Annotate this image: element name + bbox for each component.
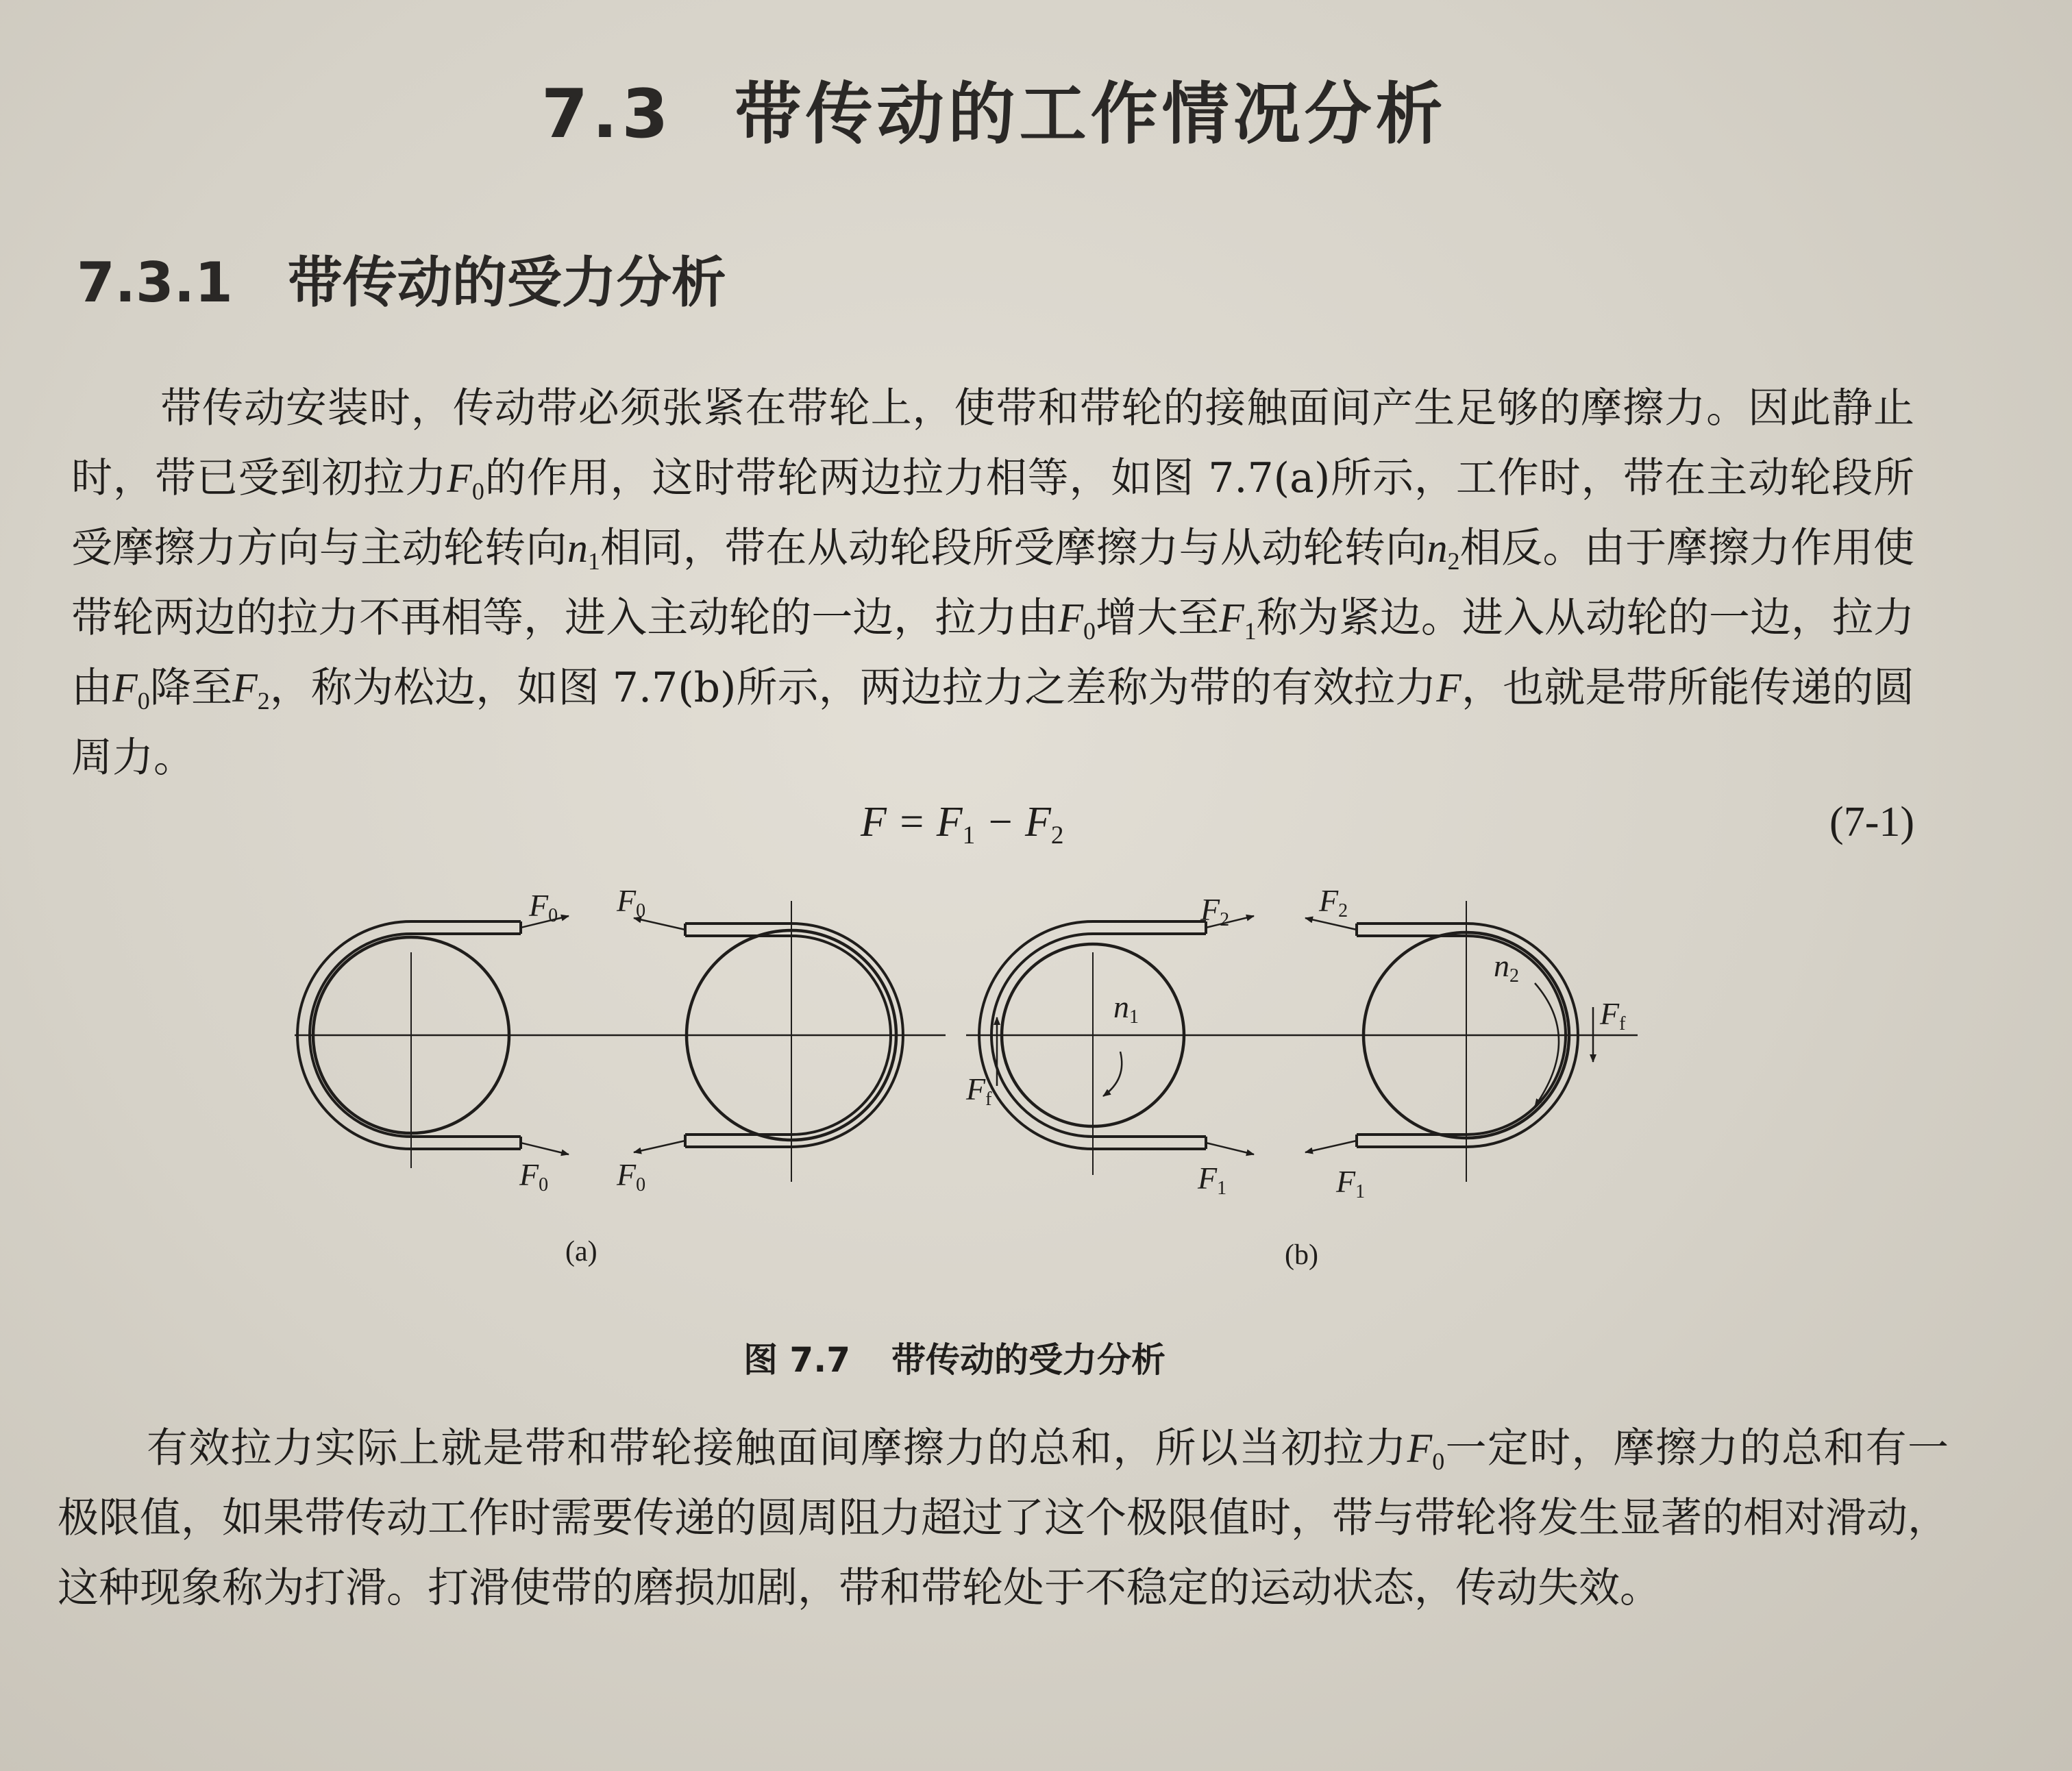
chapter-title-text: 带传动的工作情况分析 [734, 75, 1447, 153]
label-Ff-driven: Ff [1600, 996, 1626, 1035]
subfigure-label-a: (a) [565, 1236, 597, 1267]
equation-row [71, 798, 1914, 867]
section-number: 7.3.1 [77, 251, 233, 314]
label-n2: n2 [1494, 948, 1519, 987]
label-F0-a-top-left: F0 [617, 883, 646, 921]
figure-caption [743, 1333, 1166, 1382]
symbol-F0: $F_0$ [1407, 1426, 1445, 1475]
paragraph-force-analysis [71, 373, 1914, 793]
symbol-F0: $F_0$ [112, 665, 150, 715]
belt-force-diagram [260, 880, 1672, 1278]
p2-text-1: 有效拉力实际上就是带和带轮接触面间摩擦力的总和，所以当初拉力 [147, 1424, 1407, 1472]
symbol-F1: $F_1$ [1219, 595, 1257, 645]
figure-number: 图 7.7 [743, 1340, 850, 1380]
symbol-n2: $n_2$ [1427, 525, 1460, 575]
p1-text-1: 带传动安装时，传动带必须张紧在带轮上，使带和带轮的接触面间产生足够的摩擦力。因此静止时，带已受到初拉力 [71, 384, 1914, 502]
label-Ff-driving: Ff [966, 1072, 992, 1110]
equation-formula: $F = F_1 - F_2$ [861, 799, 1064, 850]
chapter-title [541, 60, 1447, 157]
rotation-arrow-n1 [1103, 1052, 1122, 1096]
p2-text-2: 一定时，摩擦力的总和有一极限值，如果带传动工作时需要传递的圆周阻力超过了这个极限值时，带与带轮将发生显著的相对滑动，这种现象称为打滑。打滑使带的磨损加剧，带和带轮处于不稳定的运动状态，传动失效。 [58, 1424, 1949, 1612]
symbol-F0: $F_0$ [1058, 595, 1096, 645]
label-F0-a-bottom-right: F0 [519, 1157, 549, 1196]
label-F0-a-bottom-left: F0 [617, 1157, 646, 1196]
p1-text-2: 的作用，这时带轮两边拉力相等，如图 7.7(a)所示，工作时，带在主动轮段所受摩擦力方向与主动轮转向 [71, 454, 1915, 572]
p1-text-3: 相同，带在从动轮段所受摩擦力与从动轮转向 [600, 524, 1427, 572]
symbol-F: F [1436, 665, 1462, 710]
section-title [77, 238, 726, 317]
label-F1-b-left: F1 [1336, 1164, 1366, 1202]
p1-text-7: 降至 [149, 664, 233, 712]
symbol-F2: $F_2$ [232, 665, 270, 715]
label-F0-a-top-right: F0 [529, 888, 558, 926]
symbol-F0: $F_0$ [447, 456, 484, 505]
label-F2-b-left: F2 [1319, 883, 1348, 921]
p1-text-5: 增大至 [1096, 594, 1220, 642]
equation-number: (7-1) [1829, 799, 1914, 845]
section-title-text: 带传动的受力分析 [287, 251, 726, 314]
subfigure-label-b: (b) [1285, 1239, 1318, 1271]
p1-text-4: 相反。由于摩擦力作用使带轮两边的拉力不再相等，进入主动轮的一边，拉力由 [71, 524, 1915, 642]
label-F2-b-right: F2 [1200, 892, 1230, 930]
p1-text-6: 称为紧边。进入从动轮的一边，拉力由 [71, 594, 1914, 712]
p1-text-8: ，称为松边，如图 7.7(b)所示，两边拉力之差称为带的有效拉力 [269, 664, 1437, 712]
p1-text-9: ，也就是带所能传递的圆周力。 [71, 664, 1915, 782]
label-n1: n1 [1113, 989, 1139, 1028]
chapter-number: 7.3 [541, 75, 673, 153]
paragraph-slipping [58, 1413, 1949, 1623]
figure-title: 带传动的受力分析 [891, 1340, 1166, 1380]
label-F1-b-right: F1 [1198, 1161, 1227, 1199]
symbol-n1: $n_1$ [567, 525, 600, 575]
